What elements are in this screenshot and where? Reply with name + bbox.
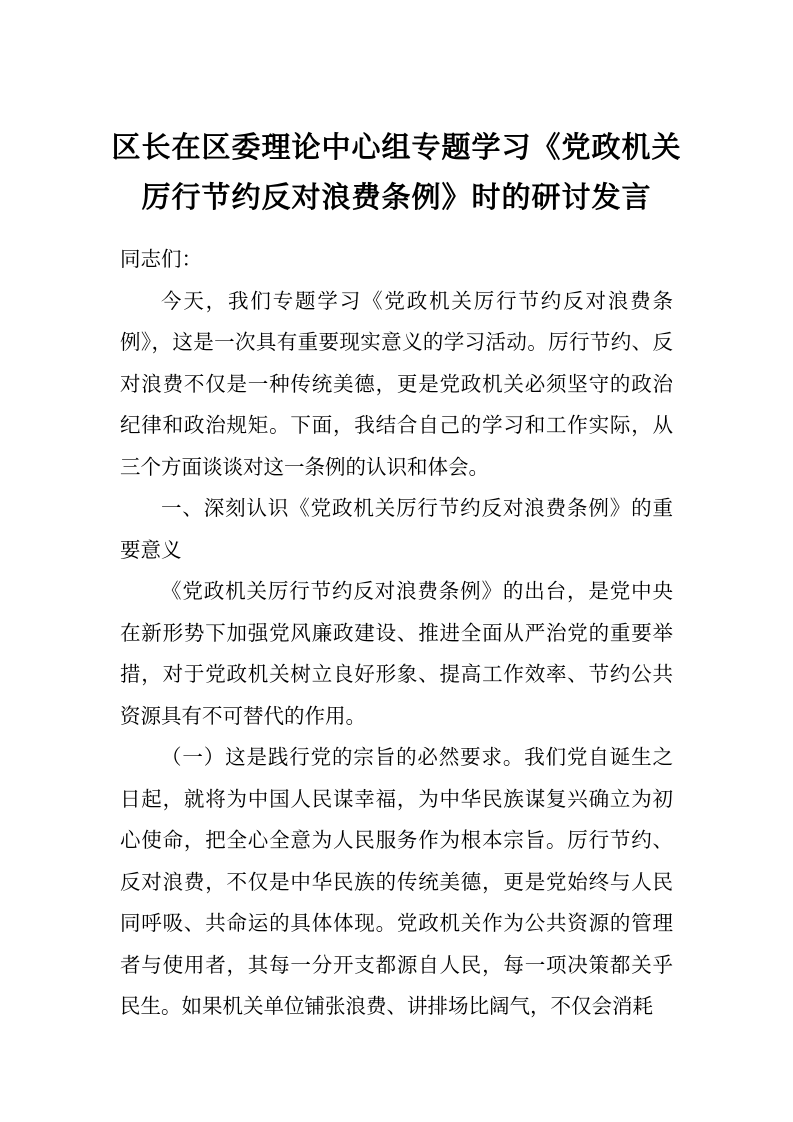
title-line-2: 厉行节约反对浪费条例》时的研讨发言 (141, 180, 652, 214)
section-heading-1: 一、深刻认识《党政机关厉行节约反对浪费条例》的重要意义 (120, 496, 673, 562)
document-title (110, 122, 683, 222)
paragraph-subsection-1: （一）这是践行党的宗旨的必然要求。我们党自诞生之日起，就将为中国人民谋幸福，为中华民族谋复兴确立为初心使命，把全心全意为人民服务作为根本宗旨。厉行节约、反对浪费，不仅是中华民族的传统美德，更是党始终与人民同呼吸、共命运的具体体现。党政机关作为公共资源的管理者与使用者，其每一分开支都源自人民，每一项决策都关乎民生。如果机关单位铺张浪费、讲排场比阔气，不仅会消耗 (120, 745, 673, 1018)
salutation: 同志们： (120, 247, 202, 271)
document-body (120, 239, 673, 1028)
paragraph-significance: 《党政机关厉行节约反对浪费条例》的出台，是党中央在新形势下加强党风廉政建设、推进全面从严治党的重要举措，对于党政机关树立良好形象、提高工作效率、节约公共资源具有不可替代的作用。 (120, 579, 673, 728)
paragraph-intro: 今天，我们专题学习《党政机关厉行节约反对浪费条例》，这是一次具有重要现实意义的学习活动。厉行节约、反对浪费不仅是一种传统美德，更是党政机关必须坚守的政治纪律和政治规矩。下面，我结合自己的学习和工作实际，从三个方面谈谈对这一条例的认识和体会。 (120, 288, 673, 479)
title-line-1: 区长在区委理论中心组专题学习《党政机关 (111, 130, 682, 164)
